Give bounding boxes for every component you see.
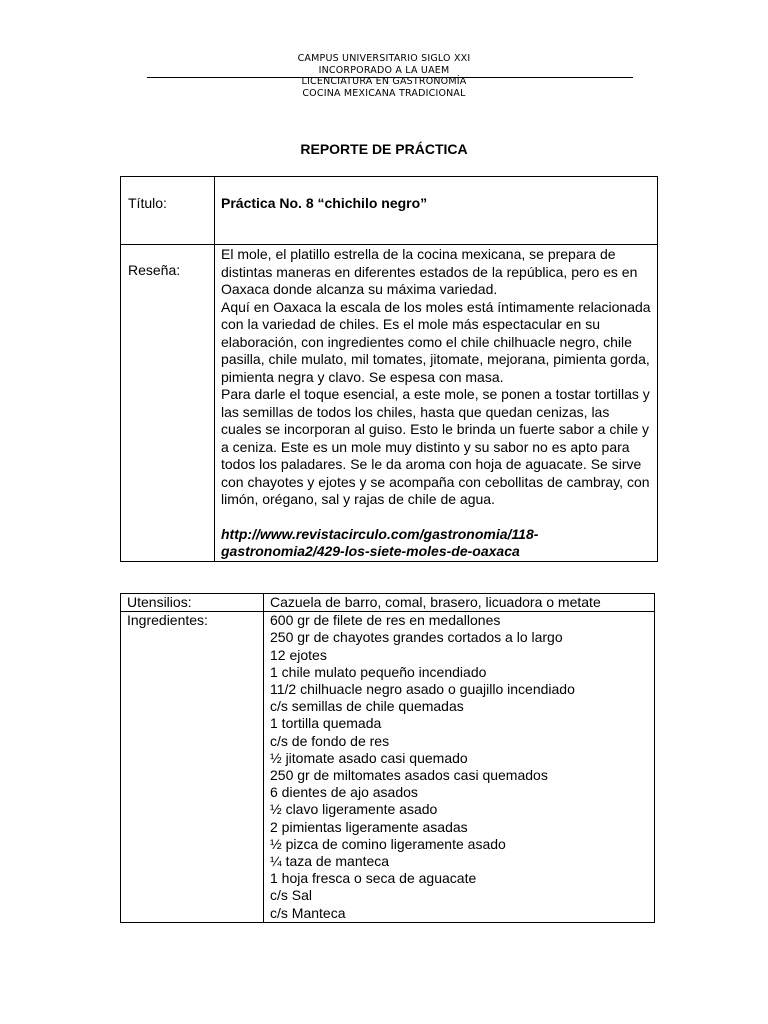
- ingredient-item: ½ pizca de comino ligeramente asado: [270, 835, 506, 852]
- ingredient-item: c/s Sal: [270, 887, 313, 904]
- ingredient-item: 250 gr de miltomates asados casi quemados: [270, 767, 548, 784]
- resena-paragraph: Para darle el toque esencial, a este mole, se ponen a tostar tortillas y las semillas de todos los chiles, hasta que quedan cenizas, las cuales se incorporan al guiso. Esto le brinda un fuerte sabor a chile y a ceniza. Este es un mole muy distinto y su sabor no es apto para todos los paladares. Se le da aroma con hoja de aguacate. Se sirve con chayotes y ejotes y se acompaña con cebollitas de cambray, con limón, orégano, sal y rajas de chile de agua.: [221, 386, 650, 507]
- ingredient-item: ¼ taza de manteca: [270, 853, 390, 870]
- report-title: REPORTE DE PRÁCTICA: [300, 141, 468, 157]
- header-divider: [147, 77, 633, 78]
- ingredient-item: ½ jitomate asado casi quemado: [270, 749, 468, 766]
- ingredient-item: ½ clavo ligeramente asado: [270, 801, 438, 818]
- resena-paragraph: Aquí en Oaxaca la escala de los moles está íntimamente relacionada con la variedad de chiles. Es el mole más espectacular en su elaboración, con ingredientes como el chile chilhuacle negro, chile pasilla, chile mulato, mil tomates, jitomate, mejorana, pimienta gorda, pimienta negra y clavo. Se espesa con masa.: [221, 298, 651, 385]
- ingredient-item: 1 hoja fresca o seca de aguacate: [270, 870, 477, 887]
- utensilios-label: Utensilios:: [121, 594, 264, 612]
- header-line-licenciatura: LICENCIATURA EN GASTRONOMÍA: [301, 76, 467, 88]
- resena-label: Reseña:: [121, 245, 215, 562]
- ingredient-list: [264, 612, 655, 923]
- ingredient-item: 1 tortilla quemada: [270, 715, 382, 732]
- resena-content: [215, 245, 658, 562]
- header-line-materia: COCINA MEXICANA TRADICIONAL: [302, 87, 466, 99]
- ingredient-item: 11/2 chilhuacle negro asado o guajillo incendiado: [270, 681, 575, 698]
- titulo-row: [121, 177, 658, 245]
- ingredient-item: 250 gr de chayotes grandes cortados a lo largo: [270, 629, 563, 646]
- ingredient-item: 2 pimientas ligeramente asadas: [270, 818, 468, 835]
- header-line-incorporado: INCORPORADO A LA UAEM: [318, 64, 450, 76]
- recipe-table: [120, 593, 655, 923]
- ingredient-item: c/s semillas de chile quemadas: [270, 698, 464, 715]
- ingredient-item: 6 dientes de ajo asados: [270, 784, 418, 801]
- source-link[interactable]: http://www.revistacirculo.com/gastronomia/118-gastronomia2/429-los-siete-moles-de-oaxaca: [221, 525, 539, 559]
- practice-info-table: [120, 176, 658, 562]
- resena-paragraph: El mole, el platillo estrella de la cocina mexicana, se prepara de distintas maneras en diferentes estados de la república, pero es en Oaxaca donde alcanza su máxima variedad.: [221, 246, 638, 297]
- titulo-label: Título:: [121, 177, 215, 245]
- utensilios-value: Cazuela de barro, comal, brasero, licuadora o metate: [264, 594, 655, 612]
- ingredient-item: c/s de fondo de res: [270, 732, 390, 749]
- ingredient-item: 1 chile mulato pequeño incendiado: [270, 663, 487, 680]
- ingredient-item: c/s Manteca: [270, 904, 346, 921]
- utensilios-row: [121, 594, 655, 612]
- ingredientes-row: [121, 612, 655, 923]
- ingredientes-label: Ingredientes:: [121, 612, 264, 923]
- header-line-campus: CAMPUS UNIVERSITARIO SIGLO XXI: [297, 53, 471, 64]
- resena-row: [121, 245, 658, 562]
- titulo-value: Práctica No. 8 “chichilo negro”: [215, 177, 658, 245]
- ingredient-item: 600 gr de filete de res en medallones: [270, 612, 501, 629]
- ingredient-item: 12 ejotes: [270, 646, 327, 663]
